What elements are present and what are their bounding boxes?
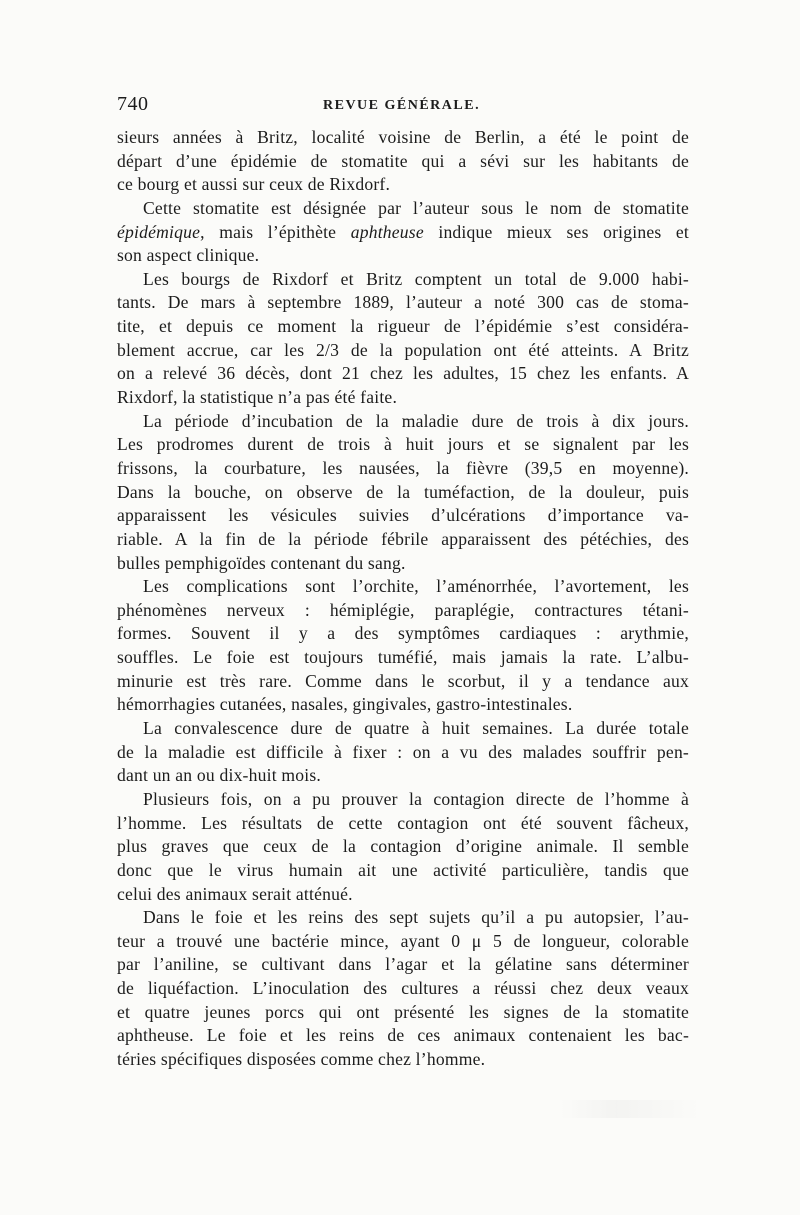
text-segment: formes. Souvent il y a des symptômes cardiaques : arythmie,: [117, 623, 689, 644]
text-segment: de liquéfaction. L’inoculation des cultures a réussi chez deux veaux: [117, 978, 689, 999]
text-segment: blement accrue, car les 2/3 de la population ont été atteints. A Britz: [117, 339, 689, 360]
text-segment: et quatre jeunes porcs qui ont présenté les signes de la stomatite: [117, 1001, 689, 1022]
text-line: [117, 291, 689, 315]
text-line: [117, 622, 689, 646]
text-segment: La période d’incubation de la maladie dure de trois à dix jours.: [143, 410, 689, 431]
text-segment: riable. A la fin de la période fébrile apparaissent des pétéchies, des: [117, 528, 689, 549]
text-segment: phénomènes nerveux : hémiplégie, paraplégie, contractures tétani-: [117, 599, 689, 620]
body-text: [117, 126, 689, 1072]
text-segment: l’homme. Les résultats de cette contagion ont été souvent fâcheux,: [117, 812, 689, 833]
text-segment: par l’aniline, se cultivant dans l’agar et la gélatine sans déterminer: [117, 954, 689, 975]
text-segment: aphtheuse. Le foie et les reins de ces animaux contenaient les bac-: [117, 1025, 689, 1046]
text-segment: de la maladie est difficile à fixer : on a vu des malades souffrir pen-: [117, 741, 689, 762]
text-line: [117, 835, 689, 859]
text-line: [117, 953, 689, 977]
text-line: [117, 670, 689, 694]
text-segment: on a relevé 36 décès, dont 21 chez les adultes, 15 chez les enfants. A: [117, 363, 689, 384]
text-segment: teur a trouvé une bactérie mince, ayant 0 μ 5 de longueur, colorable: [117, 930, 689, 951]
text-line: [117, 599, 689, 623]
text-line: [117, 362, 689, 386]
text-segment: Rixdorf, la statistique n’a pas été faite.: [117, 387, 398, 408]
text-segment: indique mieux ses origines et: [423, 221, 690, 242]
text-line: [117, 717, 689, 741]
text-line: [117, 528, 689, 552]
text-line: [117, 339, 689, 363]
text-segment: minurie est très rare. Comme dans le scorbut, il y a tendance aux: [117, 670, 689, 691]
text-line: [117, 221, 689, 245]
text-line: [117, 410, 689, 434]
text-line: [117, 1048, 689, 1072]
text-line: [117, 906, 689, 930]
text-line: [117, 764, 689, 788]
text-line: [117, 197, 689, 221]
text-line: [117, 433, 689, 457]
text-segment: son aspect clinique.: [117, 245, 260, 266]
text-segment: départ d’une épidémie de stomatite qui a sévi sur les habitants de: [117, 150, 689, 171]
text-line: [117, 126, 689, 150]
text-segment: ce bourg et aussi sur ceux de Rixdorf.: [117, 174, 391, 195]
text-segment: Les complications sont l’orchite, l’aménorrhée, l’avortement, les: [143, 576, 689, 597]
text-line: [117, 693, 689, 717]
text-line: [117, 386, 689, 410]
text-segment: souffles. Le foie est toujours tuméfié, mais jamais la rate. L’albu-: [117, 647, 689, 668]
text-segment: Les prodromes durent de trois à huit jours et se signalent par les: [117, 434, 689, 455]
text-segment: sieurs années à Britz, localité voisine de Berlin, a été le point de: [117, 127, 689, 147]
text-segment: plus graves que ceux de la contagion d’origine animale. Il semble: [117, 836, 689, 857]
text-segment: La convalescence dure de quatre à huit semaines. La durée totale: [143, 718, 689, 739]
text-line: [117, 788, 689, 812]
text-segment: hémorrhagies cutanées, nasales, gingivales, gastro-intestinales.: [117, 694, 573, 715]
text-segment: frissons, la courbature, les nausées, la fièvre (39,5 en moyenne).: [117, 457, 689, 478]
text-line: [117, 883, 689, 907]
text-segment: téries spécifiques disposées comme chez l’homme.: [117, 1048, 486, 1069]
italic-term: aphtheuse: [350, 221, 424, 242]
text-segment: celui des animaux serait atténué.: [117, 883, 353, 904]
text-line: [117, 173, 689, 197]
text-segment: dant un an ou dix-huit mois.: [117, 765, 322, 786]
text-segment: Dans le foie et les reins des sept sujets qu’il a pu autopsier, l’au-: [143, 907, 689, 928]
text-line: [117, 244, 689, 268]
text-line: [117, 859, 689, 883]
page-number: 740: [117, 93, 149, 115]
running-head: REVUE GÉNÉRALE.: [323, 98, 481, 113]
text-segment: Plusieurs fois, on a pu prouver la contagion directe de l’homme à: [143, 788, 689, 809]
text-line: [117, 268, 689, 292]
text-segment: tants. De mars à septembre 1889, l’auteur a noté 300 cas de stoma-: [117, 292, 689, 313]
show-through-ghost: [560, 1100, 700, 1118]
text-line: [117, 504, 689, 528]
text-segment: apparaissent les vésicules suivies d’ulcérations d’importance va-: [117, 505, 689, 526]
italic-term: épidémique: [117, 221, 201, 242]
text-segment: donc que le virus humain ait une activité particulière, tandis que: [117, 859, 689, 880]
text-line: [117, 646, 689, 670]
text-line: [117, 457, 689, 481]
text-line: [117, 150, 689, 174]
text-segment: Les bourgs de Rixdorf et Britz comptent un total de 9.000 habi-: [143, 268, 689, 289]
text-line: [117, 481, 689, 505]
text-line: [117, 575, 689, 599]
text-line: [117, 812, 689, 836]
text-line: [117, 1001, 689, 1025]
text-line: [117, 1024, 689, 1048]
text-line: [117, 315, 689, 339]
text-segment: bulles pemphigoïdes contenant du sang.: [117, 552, 406, 573]
text-segment: tite, et depuis ce moment la rigueur de l’épidémie s’est considéra-: [117, 316, 689, 337]
text-segment: , mais l’épithète: [200, 221, 351, 242]
text-line: [117, 741, 689, 765]
text-segment: Dans la bouche, on observe de la tuméfaction, de la douleur, puis: [117, 481, 689, 502]
text-line: [117, 552, 689, 576]
text-segment: Cette stomatite est désignée par l’auteur sous le nom de stomatite: [143, 197, 689, 218]
text-line: [117, 930, 689, 954]
text-line: [117, 977, 689, 1001]
